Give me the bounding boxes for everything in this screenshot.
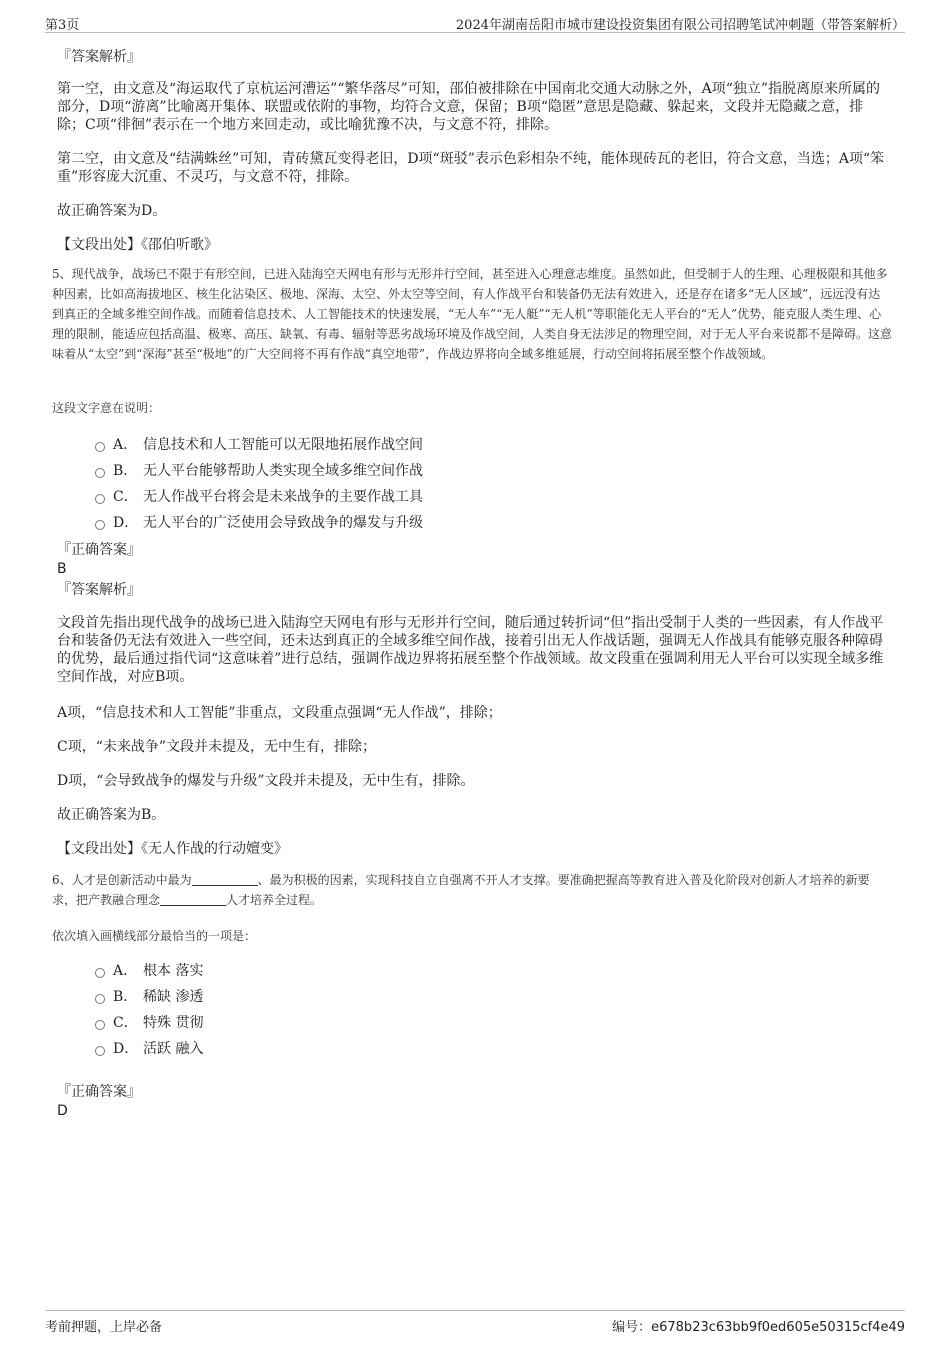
footer-slogan: 考前押题，上岸必备 [45, 1320, 163, 1335]
radio-icon[interactable] [95, 468, 105, 478]
page-header [45, 12, 905, 33]
option-text: 无人平台的广泛使用会导致战争的爆发与升级 [143, 515, 423, 531]
q6-stem-part2: 、最为积极的因素，实现科技自立自强离不开人才支撑。要准确把握高等教育进入普及化阶段对创新人才培养的新要求，把产教融合理念 [52, 873, 870, 907]
code-label: 编号： [612, 1320, 652, 1335]
option-text: 根本 落实 [143, 963, 204, 979]
q5-c-note: C项，“未来战争”文段并未提及，无中生有，排除； [57, 739, 377, 755]
q6-option-a[interactable] [95, 958, 203, 984]
option-text: 信息技术和人工智能可以无限地拓展作战空间 [143, 437, 423, 453]
option-key: C． [113, 1015, 138, 1031]
q4-source: 【文段出处】《邵伯听歌》 [57, 237, 218, 253]
q5-option-d[interactable] [95, 510, 423, 536]
option-key: D． [113, 1041, 139, 1057]
option-key: A． [113, 437, 138, 453]
q4-conclusion: 故正确答案为D。 [57, 203, 167, 219]
option-text: 活跃 融入 [143, 1041, 204, 1057]
q5-correct-label: 『正确答案』 [57, 542, 141, 558]
code-value: e678b23c63bb9f0ed605e50315cf4e49 [651, 1320, 905, 1335]
q6-option-b[interactable] [95, 984, 203, 1010]
q5-analysis-label: 『答案解析』 [57, 582, 141, 598]
option-key: B． [113, 989, 138, 1005]
q6-correct-answer: D [57, 1103, 68, 1119]
q6-prompt: 依次填入画横线部分最恰当的一项是： [52, 929, 257, 943]
q4-analysis-label: 『答案解析』 [57, 49, 141, 65]
q5-source: 【文段出处】《无人作战的行动嬗变》 [57, 841, 288, 857]
q6-stem-part3: 人才培养全过程。 [226, 893, 323, 907]
q5-option-b[interactable] [95, 458, 423, 484]
document-title: 2024年湖南岳阳市城市建设投资集团有限公司招聘笔试冲刺题（带答案解析） [455, 18, 905, 33]
option-key: B． [113, 463, 138, 479]
q6-stem [52, 870, 892, 910]
option-text: 无人平台能够帮助人类实现全域多维空间作战 [143, 463, 423, 479]
q4-analysis-p2: 第二空，由文意及“结满蛛丝”可知，青砖黛瓦变得老旧，D项“斑驳”表示色彩相杂不纯，能体现砖瓦的老旧，符合文意，当选；A项“笨重”形容庞大沉重、不灵巧，与文意不符，排除。 [57, 151, 885, 185]
radio-icon[interactable] [95, 1020, 105, 1030]
option-text: 特殊 贯彻 [143, 1015, 204, 1031]
q5-d-note: D项，“会导致战争的爆发与升级”文段并未提及，无中生有，排除。 [57, 773, 475, 789]
q5-a-note: A项，“信息技术和人工智能”非重点，文段重点强调“无人作战”，排除； [57, 705, 502, 721]
document-code [612, 1316, 905, 1335]
page-number: 第3页 [45, 18, 80, 33]
page-footer [45, 1310, 905, 1335]
radio-icon[interactable] [95, 994, 105, 1004]
q5-stem: 5、现代战争，战场已不限于有形空间，已进入陆海空天网电有形与无形并行空间，甚至进入心理意志维度。虽然如此，但受制于人的生理、心理极限和其他多种因素，比如高海拔地区、核生化沾染区、极地、深海、太空、外太空等空间，有人作战平台和装备仍无法有效进入，还是存在诸多“无人区域”，远远没有达到真正的全域多维空间作战。而随着信息技术、人工智能技术的快速发展，“无人车”“无人艇”“无人机”等职能化无人平台的“无人”优势，能克服人类生理、心理的限制，能适应包括高温、极寒、高压、缺氧、有毒、辐射等恶劣战场环境及作战空间，人类自身无法涉足的物理空间，对于无人平台来说都不是障碍。这意味着从“太空”到“深海”甚至“极地”的广大空间将不再有作战“真空地带”，作战边界将向全域多维延展，行动空间将拓展至整个作战领域。 [52, 267, 893, 361]
q6-option-c[interactable] [95, 1010, 203, 1036]
radio-icon[interactable] [95, 520, 105, 530]
option-text: 无人作战平台将会是未来战争的主要作战工具 [143, 489, 423, 505]
radio-icon[interactable] [95, 442, 105, 452]
q6-option-d[interactable] [95, 1036, 203, 1062]
q5-option-a[interactable] [95, 432, 423, 458]
q5-prompt: 这段文字意在说明： [52, 401, 161, 415]
q4-analysis-p1: 第一空，由文意及“海运取代了京杭运河漕运”“繁华落尽”可知，邵伯被排除在中国南北交通大动脉之外，A项“独立”指脱离原来所属的部分，D项“游离”比喻离开集体、联盟或依附的事物，均符合文意，保留；B项“隐匿”意思是隐藏、躲起来，文段并无隐藏之意，排除；C项“徘徊”表示在一个地方来回走动，或比喻犹豫不决，与文意不符，排除。 [57, 81, 881, 133]
option-key: C． [113, 489, 138, 505]
q5-conclusion: 故正确答案为B。 [57, 807, 166, 823]
q5-correct-answer: B [57, 561, 67, 577]
q5-options [95, 432, 423, 536]
q5-option-c[interactable] [95, 484, 423, 510]
option-key: A． [113, 963, 138, 979]
option-key: D． [113, 515, 139, 531]
radio-icon[interactable] [95, 968, 105, 978]
q6-correct-label: 『正确答案』 [57, 1084, 141, 1100]
fill-blank-2[interactable] [160, 893, 226, 906]
q6-options [95, 958, 203, 1062]
q5-analysis: 文段首先指出现代战争的战场已进入陆海空天网电有形与无形并行空间，随后通过转折词“但”指出受制于人类的一些因素，有人作战平台和装备仍无法有效进入一些空间，还未达到真正的全域多维空间作战，接着引出无人作战话题，强调无人作战具有能够克服各种障碍的优势，最后通过指代词“这意味着”进行总结，强调作战边界将拓展至整个作战领域。故文段重在强调利用无人平台可以实现全域多维空间作战，对应B项。 [57, 615, 884, 685]
option-text: 稀缺 渗透 [143, 989, 204, 1005]
fill-blank-1[interactable] [192, 873, 258, 886]
q6-stem-part1: 6、人才是创新活动中最为 [52, 873, 192, 887]
radio-icon[interactable] [95, 494, 105, 504]
radio-icon[interactable] [95, 1046, 105, 1056]
